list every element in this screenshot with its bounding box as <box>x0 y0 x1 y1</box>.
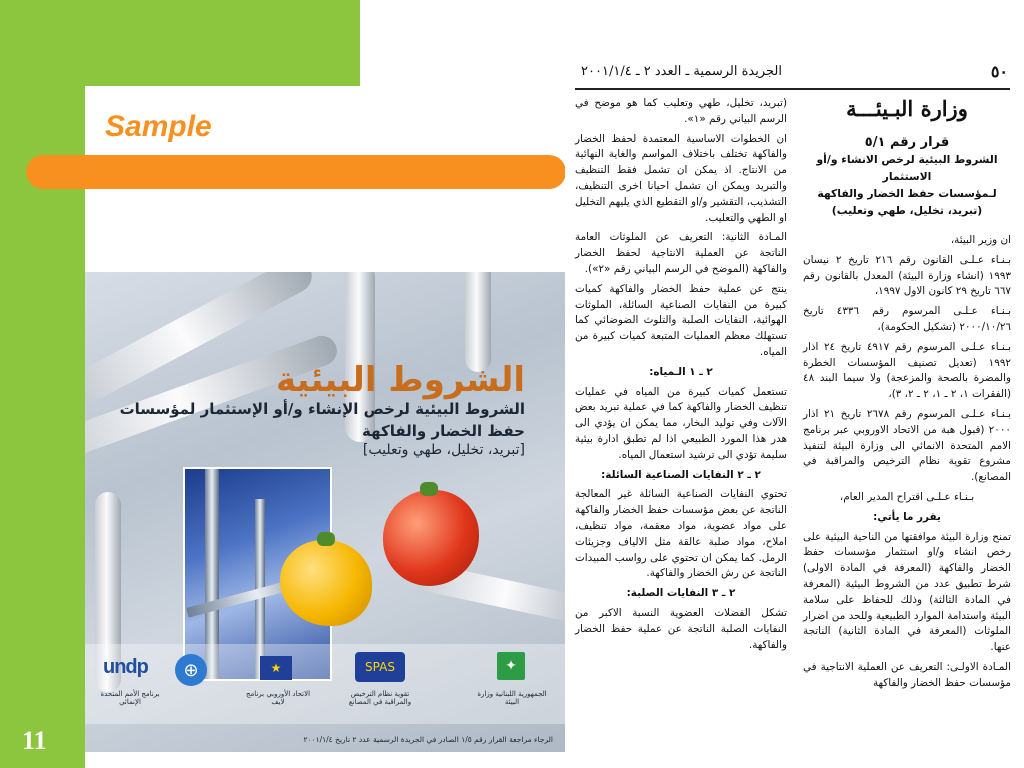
paragraph: بـنـاء عـلـى اقتراح المدير العام، <box>839 490 975 503</box>
decision-subtitle: (تبريد، تخليل، طهي وتعليب) <box>831 204 983 217</box>
paragraph: بـنـاء عـلـى المرسوم رقم ٤٣٣٦ تاريخ ٢٠٠٠/١٠/٢٦ (تشكيل الحكومة)، <box>803 305 1012 333</box>
pepper-stem <box>317 532 335 546</box>
paragraph: بـنـاء عـلـى القانون رقم ٢١٦ تاريخ ٢ نيسان ١٩٩٣ (انشاء وزارة البيئة) المعدل بالقانون رقم ٦٦٧ تاريخ ٢٩ كانون الاول ١٩٩٧، <box>803 253 1011 298</box>
logo-caption: برنامج الأمم المتحدة الإنمائي <box>100 690 160 706</box>
green-top-band <box>85 0 360 86</box>
paragraph: المـادة الثانية: التعريف عن الملوثات العامة الناتجة عن العملية الانتاجية لحفظ الخضار والفاكهة (الموضح في الرسم البياني رقم «٢»). <box>575 231 787 275</box>
section-heading: ٢ ـ ٢ النفايات الصناعية السائلة: <box>601 468 761 481</box>
paragraph: تستعمل كميات كبيرة من المياه في عمليات تنظيف الخضار والفاكهة كما في عملية تبريد بعض الآلات وفي توليد البخار، مما يمكن ان يؤدي الى هدر هذا المورد الطبيعي اذا لم تطبق ادارة بيئية سليمة تؤدي الى ترشيد استعمال المياه. <box>575 385 787 461</box>
eu-flag-icon: ★ <box>260 656 292 680</box>
lebanon-ministry-icon: ✦ <box>497 652 525 680</box>
pipe-shape <box>465 272 491 372</box>
undp-logo: undp <box>103 656 148 678</box>
sample-label: Sample <box>105 110 212 143</box>
paragraph: تمنح وزارة البيئة موافقتها من الناحية البيئية على رخص انشاء و/او استثمار مؤسسات حفظ الخضار والفاكهة (المعرفة في المادة الاولى) شرط تطبيق عدد من الشروط البيئية (المعرفة في المادة الثالثة) وذلك للحفاظ على سلامة البيئة واستدامة الموارد الطبيعية وللحد من اضرار الملوثات (المعرفة في المادة الثانية) الناتجة عنها. <box>803 530 1011 654</box>
cover-subtitle: [تبريد، تخليل، طهي وتعليب] <box>362 442 525 458</box>
booklet-cover <box>85 272 565 752</box>
paragraph: بـنـاء عـلـى المرسوم رقم ٤٩١٧ تاريخ ٢٤ اذار ١٩٩٢ (تعديل تصنيف المؤسسات الخطرة والمضرة بالصحة والمزعجة) ولا سيما البند ٤٨ (الفقرات ١، ٢ ـ ١، ٢ ـ ٢، ٣)، <box>803 340 1012 401</box>
section-heading: ٢ ـ ٣ النفايات الصلبة: <box>626 587 736 600</box>
decision-number: قرار رقم ٥/١ <box>864 135 950 150</box>
paragraph: (تبريد، تخليل، طهي وتعليب كما هو موضح في الرسم البياني رقم «١». <box>575 97 787 125</box>
paragraph: المـادة الاولـى: التعريف عن العملية الانتاجية في مؤسسات حفظ الخضار والفاكهة <box>803 660 1011 689</box>
slide-number: 11 <box>22 726 47 755</box>
green-sidebar <box>0 0 85 768</box>
logo-caption: الجمهورية اللبنانية وزارة البيئة <box>477 690 547 706</box>
decision-subtitle: لـمؤسسات حفظ الخضار والفاكهة <box>817 187 997 200</box>
gazette-page <box>565 0 1024 768</box>
decides-heading: يقرر ما يأتي: <box>873 510 941 523</box>
decision-title: الشروط البيئية لرخص الانشاء و/أو الاستثمار <box>816 153 998 183</box>
spas-logo: SPAS <box>355 652 405 682</box>
pepper-stem <box>420 482 438 496</box>
gazette-left-column <box>575 96 787 657</box>
sponsor-logos <box>85 644 565 724</box>
paragraph: تشكل الفضلات العضوية النسبة الاكبر من النفايات الصلبة الناتجة عن عملية حفظ الخضار والفاكهة. <box>575 606 787 651</box>
logo-caption: تقوية نظام الترخيص والمراقبة في المصانع <box>348 690 412 706</box>
cover-subtitle: حفظ الخضار والفاكهة <box>362 422 525 440</box>
paragraph: ان الخطوات الاساسية المعتمدة لحفظ الخضار والفاكهة تختلف باختلاف المواسم والغاية النهائية من الانتاج. اذ يمكن ان تشمل فقط التنظيف والتبريد ويمكن ان تشمل احيانا اخرى التنظيف، التشذيب، التقشير و/او التقطيع الذي يليهم التخليل او الطهي والتعليب. <box>575 132 787 224</box>
logo-caption: الاتحاد الأوروبي برنامج لايف <box>245 690 311 706</box>
paragraph: ان وزير البيئة، <box>950 234 1011 246</box>
orange-accent-bar <box>26 155 566 189</box>
un-emblem-icon: ⊕ <box>175 654 207 686</box>
gazette-page-number: ٥٠ <box>990 62 1008 81</box>
cover-title: الشروط البيئية <box>275 360 525 400</box>
gazette-right-column <box>803 96 1011 696</box>
cover-subtitle: الشروط البيئية لرخص الإنشاء و/أو الإستثمار لمؤسسات <box>119 400 525 418</box>
paragraph: تحتوي النفايات الصناعية السائلة غير المعالجة الناتجة عن بعض مؤسسات حفظ الخضار والفاكهة على مواد عضوية، مواد معقمة، مواد تنظيف، املاح، مواد صلبة عالقة مثل الالياف وجزيئات الرمل. كما يمكن ان تحتوي على رواسب المبيدات الناتجة عن رش الخضار والفاكهة. <box>575 488 787 580</box>
section-heading: ٢ ـ ١ الـمياه: <box>649 365 713 378</box>
paragraph: ينتج عن عملية حفظ الخضار والفاكهة كميات كبيرة من النفايات الصناعية السائلة، الملوثات الهوائية، النفايات الصلبة والتلوث الضوضائي كما تستهلك معظم العمليات المتبعة كميات كبيرة من المياه. <box>575 282 787 358</box>
paragraph: بـنـاء عـلـى المرسوم رقم ٢٦٧٨ تاريخ ٢١ اذار ٢٠٠٠ (قبول هبة من الاتحاد الاوروبي عبر برنامج الامم المتحدة الانمائي الى وزارة البيئة لتنفيذ مشروع تقوية نظام الترخيص والمراقبة في المصانع). <box>803 407 1012 484</box>
gazette-header <box>575 62 1010 90</box>
gazette-header-text: الجريدة الرسمية ـ العدد ٢ ـ ٢٠٠١/١/٤ <box>581 64 782 79</box>
cover-footer-note: الرجاء مراجعة القرار رقم ١/٥ الصادر في الجريدة الرسمية عدد ٢ تاريخ ٢٠٠١/١/٤ <box>303 735 553 744</box>
ministry-heading: وزارة البـيئـــة <box>846 96 968 121</box>
